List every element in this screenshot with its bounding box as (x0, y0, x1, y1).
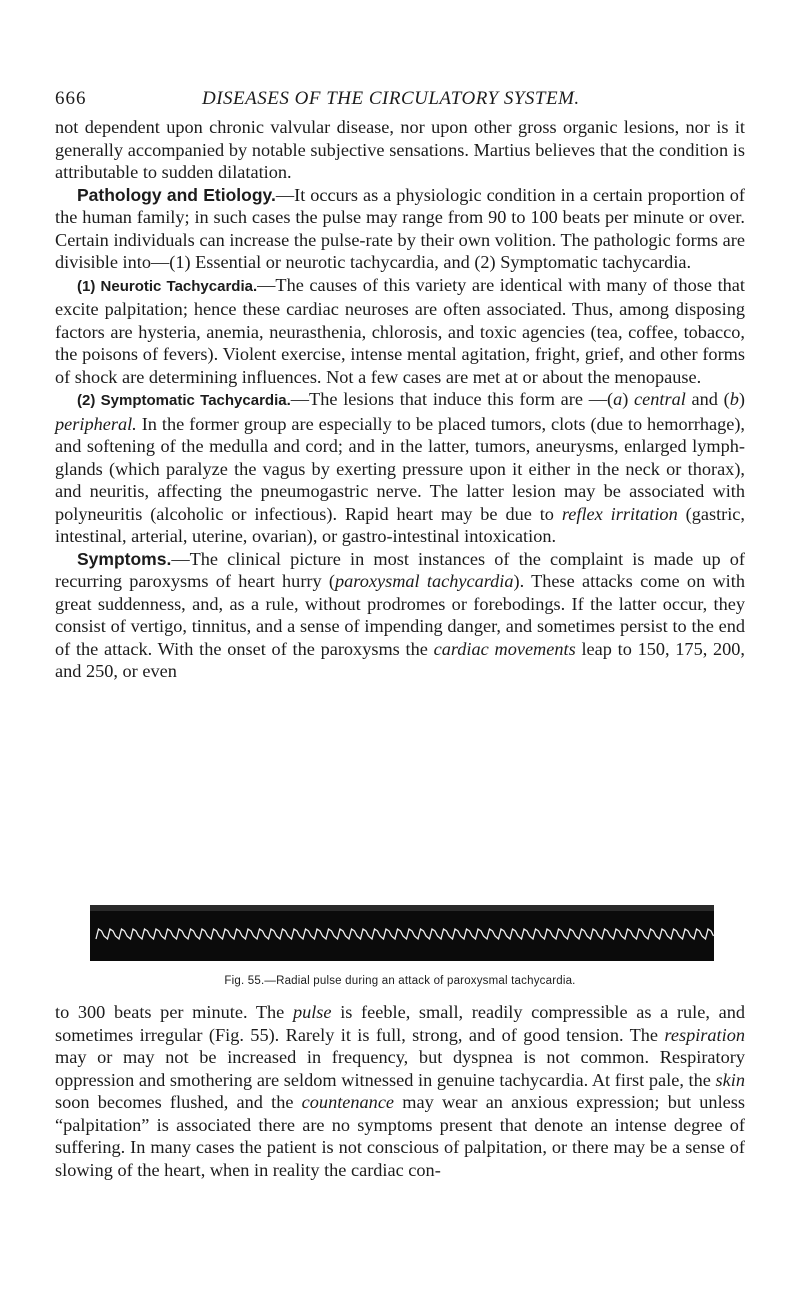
paragraph-pulse: to 300 beats per minute. The pulse is feeble, small, readily compressible as a rule, and sometimes irregular (Fig. 55). Rarely it is full, strong, and of good tension. The respiration may or may not be increased in frequency, but dyspnea is not common. Respiratory oppression and smothering are seldom witnessed in genuine tachycardia. At first pale, the skin soon becomes flushed, and the countenance may wear an anxious expression; but unless “palpitation” is associated there are no symptoms present that denote an intense degree of suffering. In many cases the patient is not conscious of palpitation, or there may be a sense of slowing of the heart, when in reality the cardiac con- (55, 1002, 745, 1180)
paragraph-symptoms: Symptoms.—The clinical picture in most instances of the complaint is made up of recurring paroxysms of heart hurry (paroxysmal tachycardia). These attacks come on with great suddenness, and, as a rule, without prodromes or forebodings. If the latter occur, they consist of vertigo, tinnitus, and a sense of impending danger, and sometimes persist to the end of the attack. With the onset of the paroxysms the cardiac movements leap to 150, 175, 200, and 250, or even (55, 548, 746, 681)
paragraph-continuation: not dependent upon chronic valvular disease, nor upon other gross organic lesions, nor is it generally accompanied by notable subjective sensations. Martius believes that the condition is attributable to sudden dilatation. (55, 117, 745, 182)
figure-caption: Fig. 55.—Radial pulse during an attack of paroxysmal tachycardia. (224, 975, 576, 987)
section-heading-symptoms: Symptoms. (77, 548, 172, 569)
pulse-tracing-figure (90, 905, 714, 961)
subheading-neurotic: (1) Neurotic Tachycardia. (77, 277, 258, 295)
page-number: 666 (55, 88, 87, 109)
paragraph-neurotic: (1) Neurotic Tachycardia.—The causes of this variety are identical with many of those that excite palpitation; hence these cardiac neuroses are often associated. Thus, among disposing factors are hysteria, anemia, neurasthenia, chlorosis, and toxic agencies (tea, coffee, tobacco, the poisons of fevers). Violent exercise, intense mental agitation, fright, grief, and other forms of shock are determining influences. Not a few cases are met at or about the menopause. (55, 274, 745, 387)
subheading-symptomatic: (2) Symptomatic Tachycardia. (77, 392, 291, 409)
text-block-upper (55, 116, 745, 683)
paragraph-symptomatic: (2) Symptomatic Tachycardia.—The lesions that induce this form are —(a) central and (b) peripheral. In the former group are especially to be placed tumors, clots (due to hemorrhage), and softening of the medulla and cord; and in the latter, tumors, aneurysms, enlarged lymph-glands (which paralyze the vagus by exerting pressure upon it either in the neck or thorax), and neuritis, affecting the pneumogastric nerve. The latter lesion may be associated with polyneuritis (alcoholic or infectious). Rapid heart may be due to reflex irritation (gastric, intestinal, arterial, uterine, ovarian), or gastro-intestinal intoxication. (55, 389, 745, 546)
section-heading-pathology: Pathology and Etiology. (77, 184, 276, 205)
paragraph-pathology: Pathology and Etiology.—It occurs as a physiologic condition in a certain proportion of the human family; in such cases the pulse may range from 90 to 100 beats per minute or over. Certain individuals can increase the pulse-rate by their own volition. The pathologic forms are divisible into—(1) Essential or neurotic tachycardia, and (2) Symptomatic tachycardia. (55, 184, 745, 272)
running-head: DISEASES OF THE CIRCULATORY SYSTEM. (202, 88, 580, 109)
tracing-top-band (90, 905, 714, 911)
pulse-tracing-image (90, 905, 714, 961)
text-block-lower (55, 1001, 745, 1181)
